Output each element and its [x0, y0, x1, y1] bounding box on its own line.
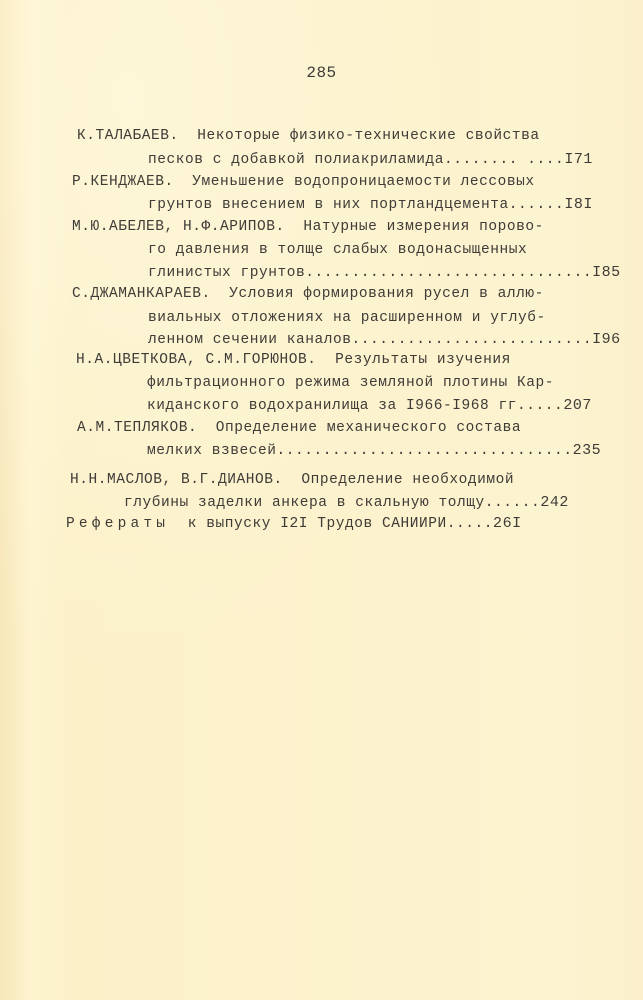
toc-page-number: I96: [592, 331, 621, 348]
toc-page-number: I85: [592, 264, 621, 281]
toc-page-number: I71: [564, 151, 593, 168]
toc-entry-line: [148, 240, 527, 260]
toc-entry-first-line: [72, 217, 544, 237]
toc-entry-line: [148, 150, 593, 170]
toc-title: грунтов внесением в них портландцемента......: [148, 197, 565, 213]
toc-entry-first-line: [66, 514, 522, 534]
toc-title: Определение механического состава: [215, 420, 522, 436]
toc-entry-first-line: [77, 418, 521, 438]
toc-title: киданского водохранилища за I966-I968 гг.....: [147, 398, 564, 414]
toc-title: ленном сечении каналов..........................: [148, 332, 593, 348]
toc-title: Результаты изучения: [335, 352, 511, 368]
toc-title: Условия формирования русел в аллю-: [229, 286, 544, 302]
toc-entry-first-line: [77, 126, 540, 146]
page-number: 285: [306, 64, 337, 82]
toc-title: Определение необходимой: [301, 472, 515, 488]
toc-title: Натурные измерения порово-: [303, 219, 544, 235]
toc-page-number: I8I: [564, 196, 593, 213]
toc-title: глинистых грунтов...............................: [148, 265, 593, 281]
toc-authors: Н.Н.МАСЛОВ, В.Г.ДИАНОВ.: [70, 472, 283, 488]
toc-title: Некоторые физико-технические свойства: [197, 128, 540, 144]
toc-entry-line: [147, 373, 554, 393]
toc-title: мелких взвесей................................: [147, 443, 573, 459]
toc-title: глубины заделки анкера в скальную толщу......: [124, 495, 541, 511]
toc-authors: М.Ю.АБЕЛЕВ, Н.Ф.АРИПОВ.: [72, 219, 285, 235]
toc-authors: Р.КЕНДЖАЕВ.: [72, 174, 174, 190]
toc-title: Уменьшение водопроницаемости лессовых: [192, 174, 535, 190]
toc-entry-line: [148, 308, 546, 328]
toc-entry-line: [147, 396, 592, 416]
toc-page-number: 235: [572, 442, 602, 459]
toc-entry-first-line: [72, 172, 535, 192]
toc-title: виальных отложениях на расширенном и углуб-: [148, 310, 546, 326]
toc-entry-line: [148, 195, 593, 215]
toc-entry-first-line: [70, 470, 514, 490]
toc-authors: Н.А.ЦВЕТКОВА, С.М.ГОРЮНОВ.: [76, 352, 317, 368]
toc-section-label: Рефераты: [66, 516, 170, 532]
toc-title: песков с добавкой полиакриламида........ ....: [148, 152, 565, 168]
toc-entry-first-line: [72, 284, 544, 304]
toc-page-number: 207: [563, 397, 592, 414]
toc-entry-line: [148, 263, 621, 283]
toc-authors: К.ТАЛАБАЕВ.: [77, 128, 179, 144]
toc-authors: А.М.ТЕПЛЯКОВ.: [77, 420, 198, 436]
toc-entry-line: [147, 441, 601, 461]
toc-title: фильтрационного режима земляной плотины Кар-: [147, 375, 555, 391]
toc-title: к выпуску I2I Трудов САНИИРИ.....: [187, 516, 494, 532]
toc-authors: С.ДЖАМАНКАРАЕВ.: [72, 286, 211, 302]
toc-entry-line: [124, 493, 569, 513]
toc-entry-line: [148, 330, 621, 350]
toc-title: го давления в толще слабых водонасыщенных: [148, 242, 528, 258]
toc-page-number: 26I: [493, 515, 522, 532]
toc-page-number: 242: [540, 494, 569, 511]
toc-entry-first-line: [76, 350, 511, 370]
